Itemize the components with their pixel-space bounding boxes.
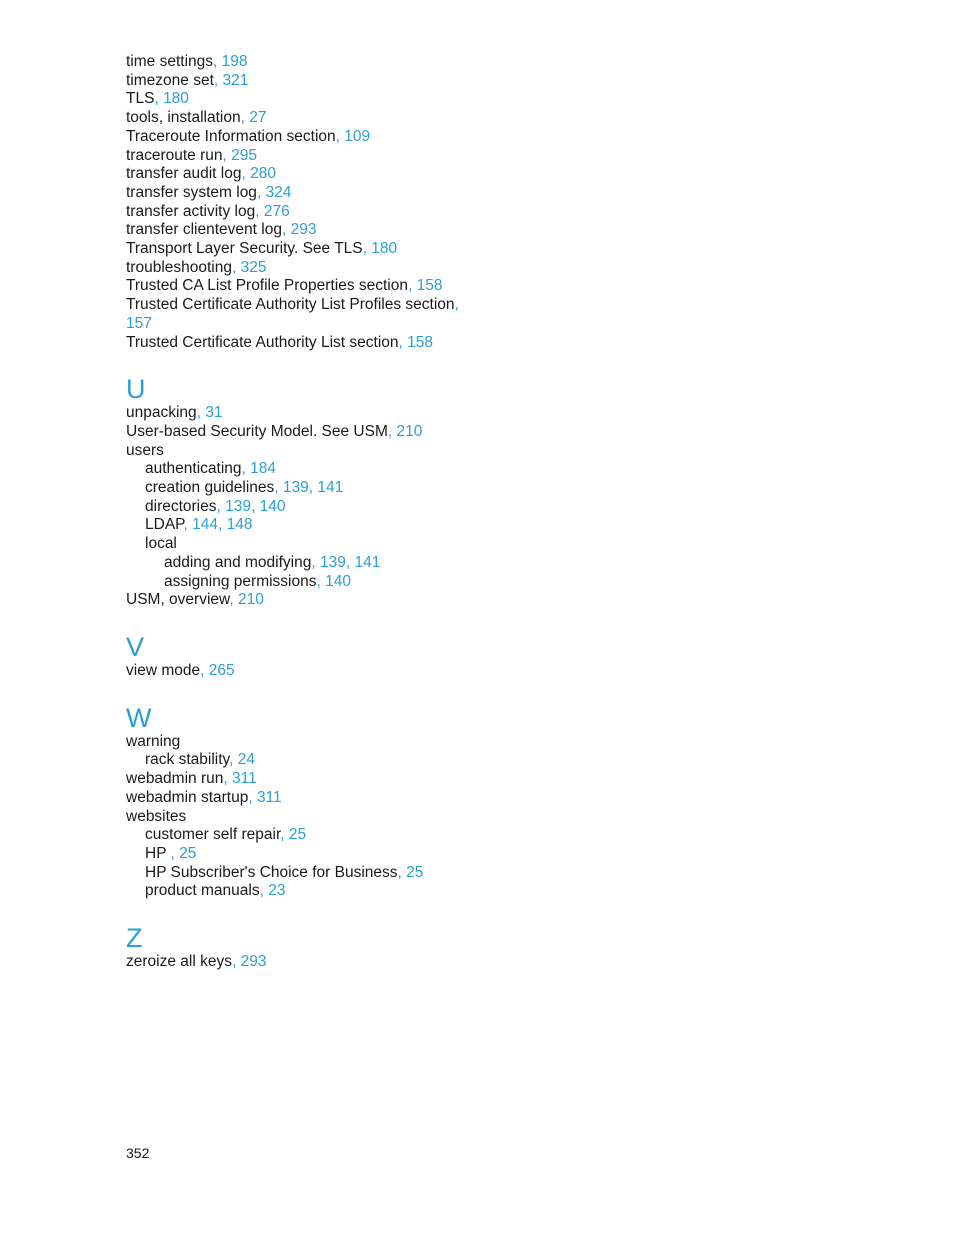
page-link[interactable]: 141	[317, 479, 344, 497]
page-link[interactable]: 311	[231, 770, 257, 788]
page-link[interactable]: 276	[263, 202, 290, 220]
index-entry	[126, 334, 466, 353]
separator: ,	[222, 146, 232, 164]
index-entry	[126, 404, 466, 423]
index-term: assigning permissions	[164, 572, 317, 590]
index-term: view mode	[126, 661, 201, 679]
separator: ,	[241, 165, 251, 183]
page-link[interactable]: 198	[221, 53, 248, 70]
page-link[interactable]: 180	[371, 240, 398, 258]
separator: ,	[196, 404, 206, 422]
index-term: rack stability	[145, 751, 230, 769]
separator: ,	[280, 826, 289, 844]
separator: ,	[311, 553, 320, 571]
index-entry	[126, 90, 466, 109]
page-link[interactable]: 293	[240, 953, 267, 971]
index-term: directories	[145, 497, 217, 515]
index-entry	[126, 516, 466, 535]
page-link[interactable]: 140	[325, 572, 351, 590]
separator: ,	[213, 53, 222, 70]
page-link[interactable]: 23	[268, 882, 286, 900]
index-entry	[126, 808, 466, 827]
page-link[interactable]: 141	[354, 553, 381, 571]
index-term: customer self repair	[145, 826, 281, 844]
separator: ,	[248, 788, 257, 806]
index-entry	[126, 128, 466, 147]
index-term: transfer audit log	[126, 165, 242, 183]
separator: ,	[240, 109, 250, 127]
index-term: creation guidelines	[145, 479, 275, 497]
index-term: Trusted Certificate Authority List Profiles section	[126, 296, 455, 314]
separator: ,	[398, 333, 408, 351]
page-link[interactable]: 184	[250, 460, 277, 478]
index-term: webadmin run	[126, 770, 224, 788]
index-term: local	[145, 535, 177, 553]
index-entry	[126, 826, 466, 845]
page-link[interactable]: 265	[208, 661, 235, 679]
index-entry	[126, 864, 466, 883]
index-term: transfer system log	[126, 183, 257, 201]
page-link[interactable]: 210	[238, 591, 264, 609]
page-link[interactable]: 139	[282, 479, 309, 497]
index-term: adding and modifying	[164, 553, 312, 571]
page-link[interactable]: 210	[396, 422, 423, 440]
page-link[interactable]: 325	[240, 258, 267, 276]
index-entry	[126, 460, 466, 479]
index-entry	[126, 573, 466, 592]
page-link[interactable]: 311	[256, 788, 282, 806]
page-link[interactable]: 144	[192, 516, 218, 534]
index-entry	[126, 53, 466, 72]
page-number: 352	[126, 1145, 150, 1161]
index-entry	[126, 662, 466, 681]
index-term: troubleshooting	[126, 258, 232, 276]
separator: ,	[362, 240, 372, 258]
separator: ,	[397, 863, 407, 881]
index-entry	[126, 203, 466, 222]
page-link[interactable]: 140	[259, 497, 286, 515]
page-link[interactable]: 24	[237, 751, 255, 769]
index-term: HP	[145, 844, 171, 862]
index-term: product manuals	[145, 882, 260, 900]
index-entry	[126, 789, 466, 808]
index-entry	[126, 296, 466, 333]
separator: ,	[216, 497, 226, 515]
index-term: TLS	[126, 90, 155, 108]
index-entry	[126, 259, 466, 278]
separator: ,	[335, 127, 345, 145]
separator: ,	[154, 90, 164, 108]
index-term: Traceroute Information section	[126, 127, 336, 145]
index-entry	[126, 751, 466, 770]
separator: ,	[387, 422, 397, 440]
page-link[interactable]: 139	[225, 497, 251, 515]
index-entry	[126, 498, 466, 517]
index-entry	[126, 442, 466, 461]
separator: ,	[232, 258, 241, 276]
separator: ,	[223, 770, 232, 788]
index-entry	[126, 770, 466, 789]
index-entry	[126, 423, 466, 442]
index-term: USM, overview	[126, 591, 230, 609]
page-link[interactable]: 25	[406, 863, 424, 881]
index-term: Trusted CA List Profile Properties section	[126, 277, 408, 295]
index-term: timezone set	[126, 71, 214, 89]
separator: ,	[170, 844, 180, 862]
page-link[interactable]: 139	[319, 553, 346, 571]
index-term: HP Subscriber's Choice for Business	[145, 863, 398, 881]
index-term: time settings	[126, 53, 214, 70]
page-link[interactable]: 25	[179, 844, 197, 862]
page-link[interactable]: 148	[226, 516, 253, 534]
separator: ,	[256, 183, 266, 201]
separator: ,	[200, 661, 209, 679]
separator: ,	[259, 882, 269, 900]
index-entry	[126, 147, 466, 166]
index-entry	[126, 953, 466, 972]
index-entry	[126, 240, 466, 259]
separator: ,	[229, 591, 238, 609]
separator: ,	[218, 516, 227, 534]
index-term: Trusted Certificate Authority List section	[126, 333, 399, 351]
index-entry	[126, 591, 466, 610]
page-link[interactable]: 25	[288, 826, 307, 844]
separator: ,	[281, 221, 291, 239]
index-term: transfer activity log	[126, 202, 256, 220]
separator: ,	[408, 277, 417, 295]
page-link[interactable]: 158	[407, 333, 434, 351]
separator: ,	[251, 497, 260, 515]
section-letter-w: W	[126, 702, 152, 733]
index-term: zeroize all keys	[126, 953, 232, 971]
page-link[interactable]: 324	[265, 183, 292, 201]
section-letter-u: U	[126, 374, 146, 405]
page-link[interactable]: 27	[249, 109, 267, 127]
index-term: Transport Layer Security. See TLS	[126, 240, 363, 258]
page-link[interactable]: 31	[205, 404, 223, 422]
separator: ,	[255, 202, 264, 220]
index-term: webadmin startup	[126, 788, 249, 806]
index-entry	[126, 554, 466, 573]
index-term: User-based Security Model. See USM	[126, 422, 388, 440]
separator: ,	[345, 553, 355, 571]
section-letter-v: V	[126, 631, 145, 662]
page-link[interactable]: 180	[163, 90, 189, 108]
separator: ,	[229, 751, 238, 769]
page-link[interactable]: 295	[231, 146, 257, 164]
separator: ,	[213, 71, 223, 89]
index-term: unpacking	[126, 404, 197, 422]
index-entry	[126, 109, 466, 128]
separator: ,	[308, 479, 318, 497]
index-term: websites	[126, 807, 187, 825]
index-term: LDAP	[145, 516, 184, 534]
index-entry	[126, 479, 466, 498]
index-term: traceroute run	[126, 146, 223, 164]
index-entry	[126, 165, 466, 184]
separator: ,	[183, 516, 193, 534]
index-entry	[126, 221, 466, 240]
index-term: warning	[126, 732, 181, 750]
index-entry	[126, 845, 466, 864]
page-link[interactable]: 280	[250, 165, 276, 183]
index-term: users	[126, 441, 164, 459]
index-entry	[126, 184, 466, 203]
separator: ,	[454, 296, 459, 314]
section-letter-z: Z	[126, 923, 143, 954]
separator: ,	[316, 572, 326, 590]
separator: ,	[231, 953, 241, 971]
page-link[interactable]: 158	[416, 277, 443, 295]
page-link[interactable]: 109	[344, 127, 371, 145]
index-entry	[126, 535, 466, 554]
page-link[interactable]: 293	[290, 221, 317, 239]
index-term: tools, installation	[126, 109, 241, 127]
page-link[interactable]: 157	[126, 314, 152, 332]
index-entry	[126, 72, 466, 91]
index-term: authenticating	[145, 460, 242, 478]
index-list	[126, 53, 466, 972]
index-entry	[126, 882, 466, 901]
separator: ,	[241, 460, 251, 478]
index-entry	[126, 733, 466, 752]
separator: ,	[274, 479, 283, 497]
index-term: transfer clientevent log	[126, 221, 282, 239]
page-link[interactable]: 321	[222, 71, 249, 89]
index-entry	[126, 277, 466, 296]
